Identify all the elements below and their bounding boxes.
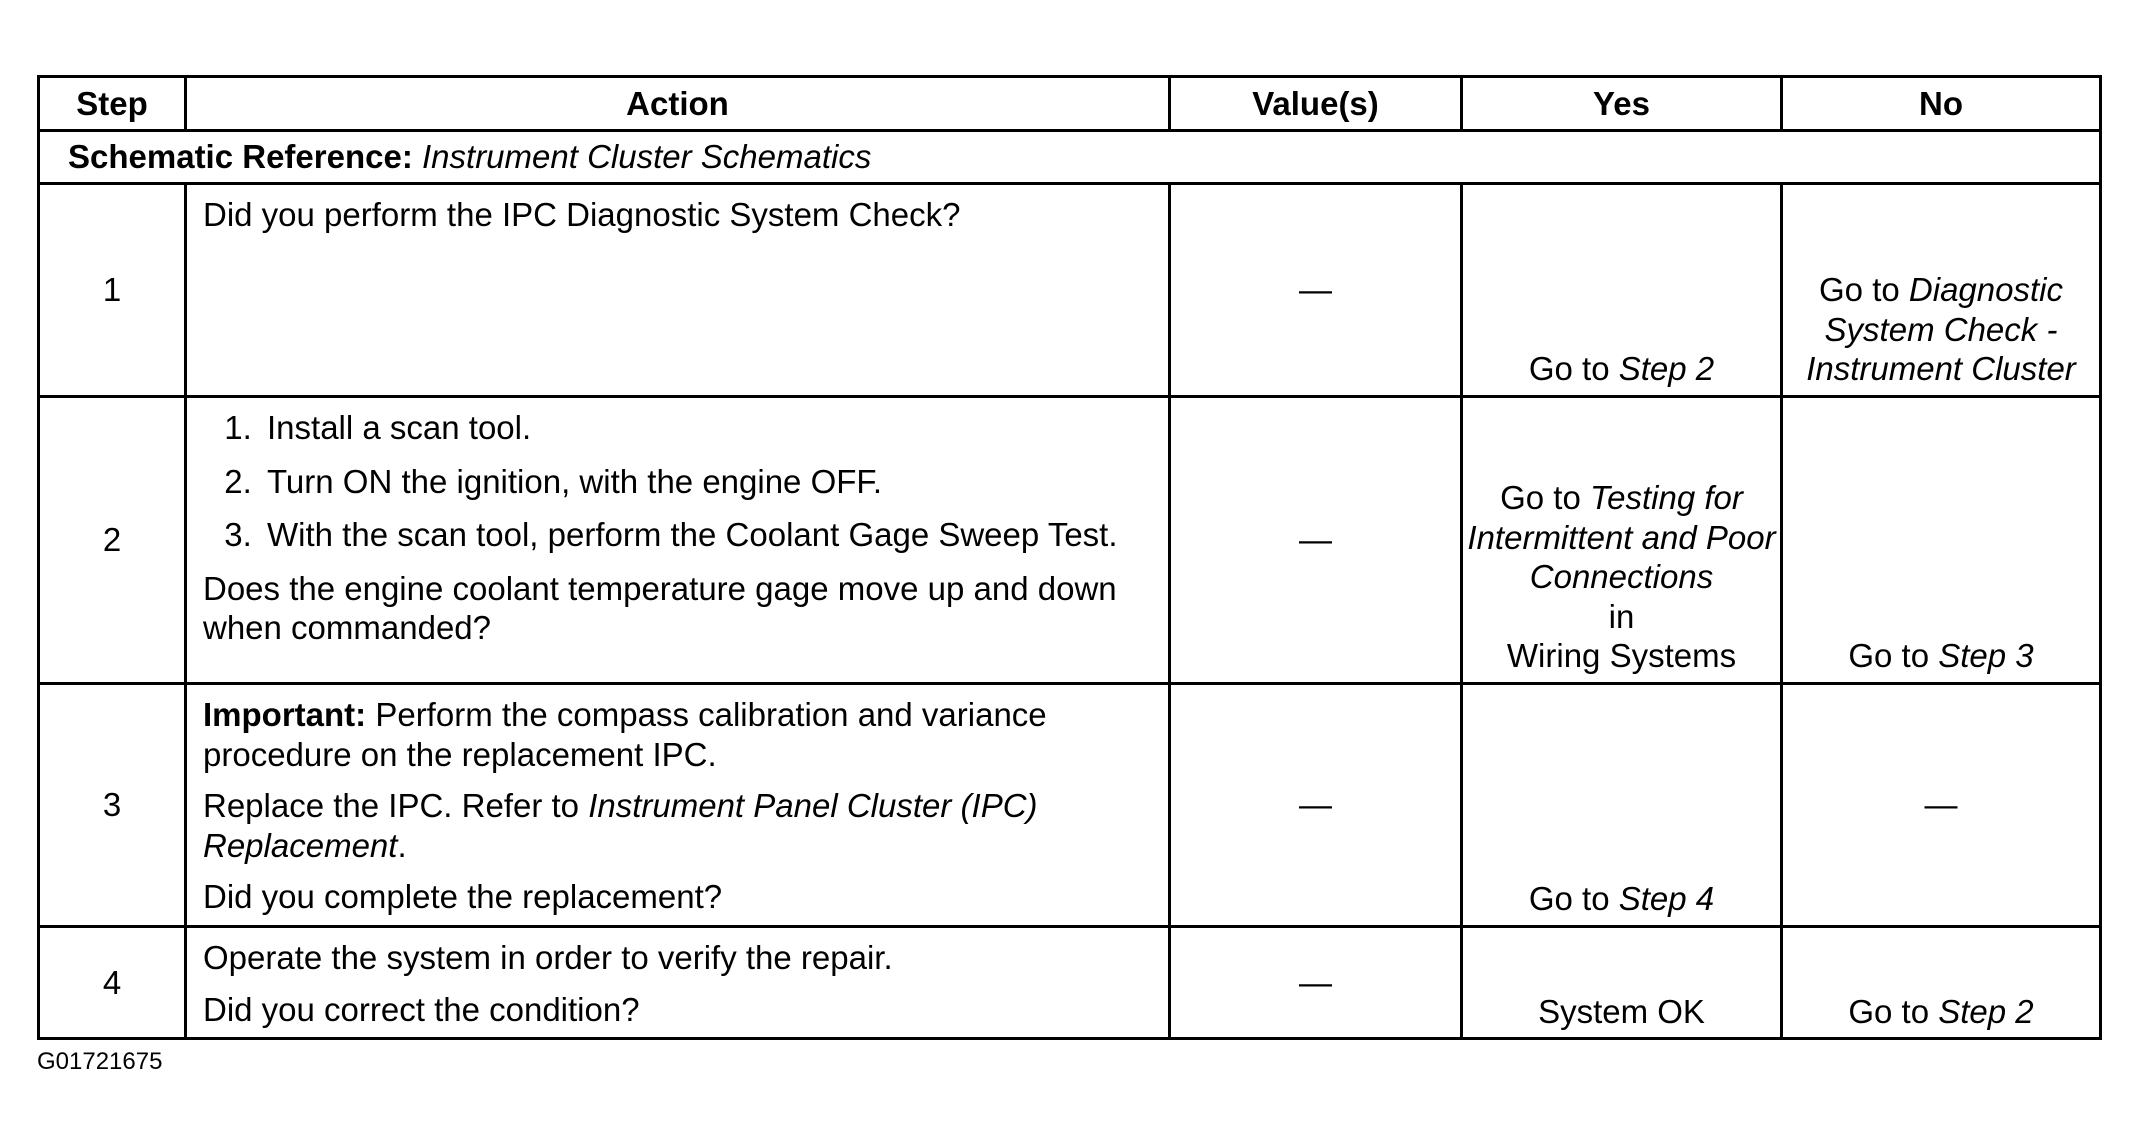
yes-prefix: Go to (1528, 880, 1610, 918)
table-row (39, 684, 2101, 927)
no-link[interactable]: Step 3 (1938, 637, 2034, 675)
value-cell: — (1170, 926, 1462, 1038)
table-row (39, 926, 2101, 1038)
table-row (39, 184, 2101, 397)
instruction-text: Replace the IPC. Refer to Instrument Panel Cluster (IPC) Replacement. (203, 787, 1038, 864)
yes-link[interactable]: Step 2 (1618, 350, 1715, 388)
action-cell (186, 684, 1170, 927)
header-yes: Yes (1462, 77, 1782, 131)
list-item: 2. Turn ON the ignition, with the engine OFF. (261, 462, 1152, 502)
action-cell (186, 926, 1170, 1038)
important-label: Important: (203, 696, 367, 733)
yes-mid: in (1608, 597, 1635, 635)
step-number: 1 (39, 184, 186, 397)
yes-cell (1462, 397, 1782, 684)
list-item: 1. Install a scan tool. (261, 408, 1152, 448)
no-cell (1782, 397, 2101, 684)
no-cell (1782, 184, 2101, 397)
header-action: Action (186, 77, 1170, 131)
yes-cell (1462, 184, 1782, 397)
reference-label: Schematic Reference: (68, 138, 413, 176)
value-cell: — (1170, 184, 1462, 397)
procedure-list (203, 408, 1152, 555)
header-values: Value(s) (1170, 77, 1462, 131)
step-number: 2 (39, 397, 186, 684)
table-row (39, 397, 2101, 684)
value-cell: — (1170, 397, 1462, 684)
important-text: Perform the compass calibration and variance procedure on the replacement IPC. (203, 696, 1047, 773)
question-text: Did you perform the IPC Diagnostic System Check? (203, 196, 961, 233)
yes-prefix: Go to (1500, 479, 1581, 517)
table-header-row (39, 77, 2101, 131)
yes-cell (1462, 684, 1782, 927)
yes-prefix: Go to (1528, 350, 1610, 388)
no-prefix: Go to (1848, 637, 1930, 675)
value-cell: — (1170, 684, 1462, 927)
instruction-prefix: Replace the IPC. Refer to (203, 787, 580, 825)
list-item: 3. With the scan tool, perform the Coolant Gage Sweep Test. (261, 515, 1152, 555)
no-prefix: Go to (1819, 271, 1900, 309)
question-text: Did you complete the replacement? (203, 878, 723, 916)
step-number: 4 (39, 926, 186, 1038)
reference-link[interactable]: Instrument Cluster Schematics (422, 138, 872, 176)
header-step: Step (39, 77, 186, 131)
diagnostic-table (37, 75, 2102, 1040)
figure-id: G01721675 (37, 1048, 163, 1075)
schematic-reference-row (39, 131, 2101, 184)
yes-link[interactable]: Step 4 (1618, 880, 1715, 918)
no-prefix: Go to (1848, 992, 1930, 1030)
yes-suffix: Wiring Systems (1506, 637, 1737, 675)
instruction-text: Operate the system in order to verify the repair. (203, 938, 893, 976)
important-note (203, 695, 1152, 774)
no-link[interactable]: Step 2 (1938, 992, 2034, 1030)
header-no: No (1782, 77, 2101, 131)
no-cell (1782, 926, 2101, 1038)
no-cell: — (1782, 684, 2101, 927)
step-number: 3 (39, 684, 186, 927)
action-cell (186, 184, 1170, 397)
question-text: Does the engine coolant temperature gage move up and down when commanded? (203, 569, 1117, 647)
yes-link[interactable]: Testing for Intermittent and Poor Connections (1467, 479, 1776, 596)
yes-cell: System OK (1462, 926, 1782, 1038)
question-text: Did you correct the condition? (203, 990, 640, 1028)
instruction-link[interactable]: Instrument Panel Cluster (IPC) Replacement (203, 787, 1038, 864)
schematic-reference (39, 131, 2101, 184)
action-cell (186, 397, 1170, 684)
no-link[interactable]: Diagnostic System Check - Instrument Cluster (1806, 271, 2076, 388)
